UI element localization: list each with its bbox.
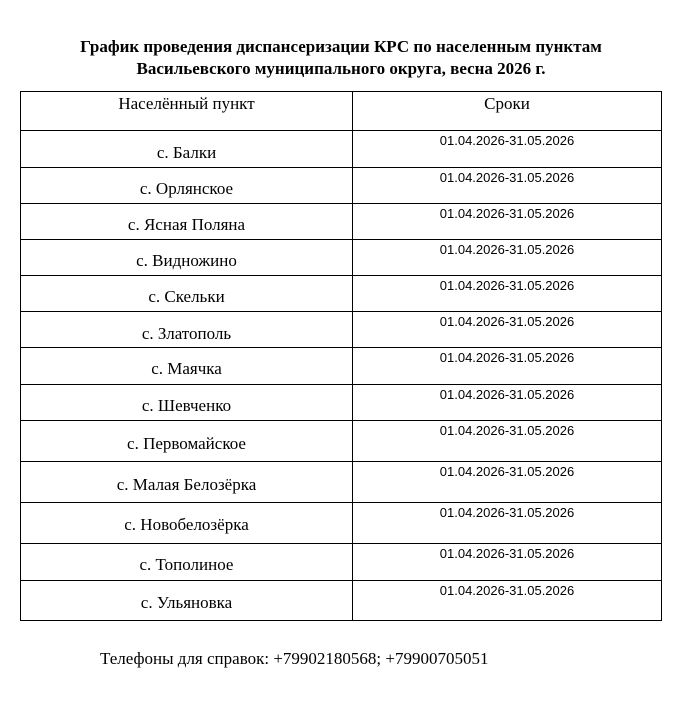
settlement-cell [21,503,353,544]
table-row [21,131,662,168]
date-range: 01.04.2026-31.05.2026 [439,505,575,520]
table-row [21,240,662,276]
table-body [21,131,662,621]
contact-phones: Телефоны для справок: +79902180568; +79900705051 [100,649,489,668]
dates-cell [353,385,662,421]
settlement-cell [21,462,353,503]
dates-cell [353,348,662,385]
header-dates: Сроки [353,92,662,131]
date-range: 01.04.2026-31.05.2026 [439,133,575,148]
dates-cell [353,131,662,168]
date-range: 01.04.2026-31.05.2026 [439,242,575,257]
settlement-name: с. Первомайское [127,434,246,453]
table-row [21,462,662,503]
dates-cell [353,421,662,462]
settlement-name: с. Видножино [136,251,237,270]
date-range: 01.04.2026-31.05.2026 [439,423,575,438]
date-range: 01.04.2026-31.05.2026 [439,583,575,598]
header-settlement: Населённый пункт [21,92,353,131]
title-line-2: Васильевского муниципального округа, весна 2026 г. [136,59,546,78]
table-row [21,385,662,421]
table-row [21,348,662,385]
settlement-name: с. Ясная Поляна [127,215,246,234]
dates-cell [353,312,662,348]
settlement-name: с. Малая Белозёрка [116,475,257,494]
date-range: 01.04.2026-31.05.2026 [439,170,575,185]
date-range: 01.04.2026-31.05.2026 [439,464,575,479]
table-row [21,421,662,462]
table-row [21,312,662,348]
title-line-1: График проведения диспансеризации КРС по населенным пунктам [80,37,602,56]
date-range: 01.04.2026-31.05.2026 [439,350,575,365]
table-row [21,276,662,312]
settlement-name: с. Маячка [151,359,222,378]
settlement-cell [21,348,353,385]
settlement-name: с. Балки [156,143,217,162]
dates-cell [353,462,662,503]
settlement-cell [21,385,353,421]
settlement-cell [21,168,353,204]
settlement-name: с. Тополиное [139,555,234,574]
settlement-name: с. Орлянское [139,179,234,198]
dates-cell [353,544,662,581]
settlement-cell [21,581,353,621]
dates-cell [353,581,662,621]
settlement-cell [21,276,353,312]
date-range: 01.04.2026-31.05.2026 [439,314,575,329]
dates-cell [353,240,662,276]
settlement-cell [21,240,353,276]
date-range: 01.04.2026-31.05.2026 [439,278,575,293]
table-row [21,503,662,544]
table-row [21,168,662,204]
settlement-cell [21,312,353,348]
settlement-cell [21,544,353,581]
table-row [21,544,662,581]
settlement-cell [21,204,353,240]
settlement-cell [21,421,353,462]
date-range: 01.04.2026-31.05.2026 [439,546,575,561]
settlement-name: с. Ульяновка [140,593,233,612]
settlement-name: с. Шевченко [141,396,232,415]
date-range: 01.04.2026-31.05.2026 [439,206,575,221]
date-range: 01.04.2026-31.05.2026 [439,387,575,402]
dates-cell [353,168,662,204]
settlement-name: с. Златополь [141,324,232,343]
settlement-name: с. Новобелозёрка [124,515,249,534]
table-row [21,204,662,240]
settlement-cell [21,131,353,168]
settlement-name: с. Скельки [148,287,225,306]
dates-cell [353,276,662,312]
schedule-table [20,91,662,621]
table-row [21,581,662,621]
dates-cell [353,204,662,240]
table-header-row [21,92,662,131]
document-title [0,36,682,80]
dates-cell [353,503,662,544]
